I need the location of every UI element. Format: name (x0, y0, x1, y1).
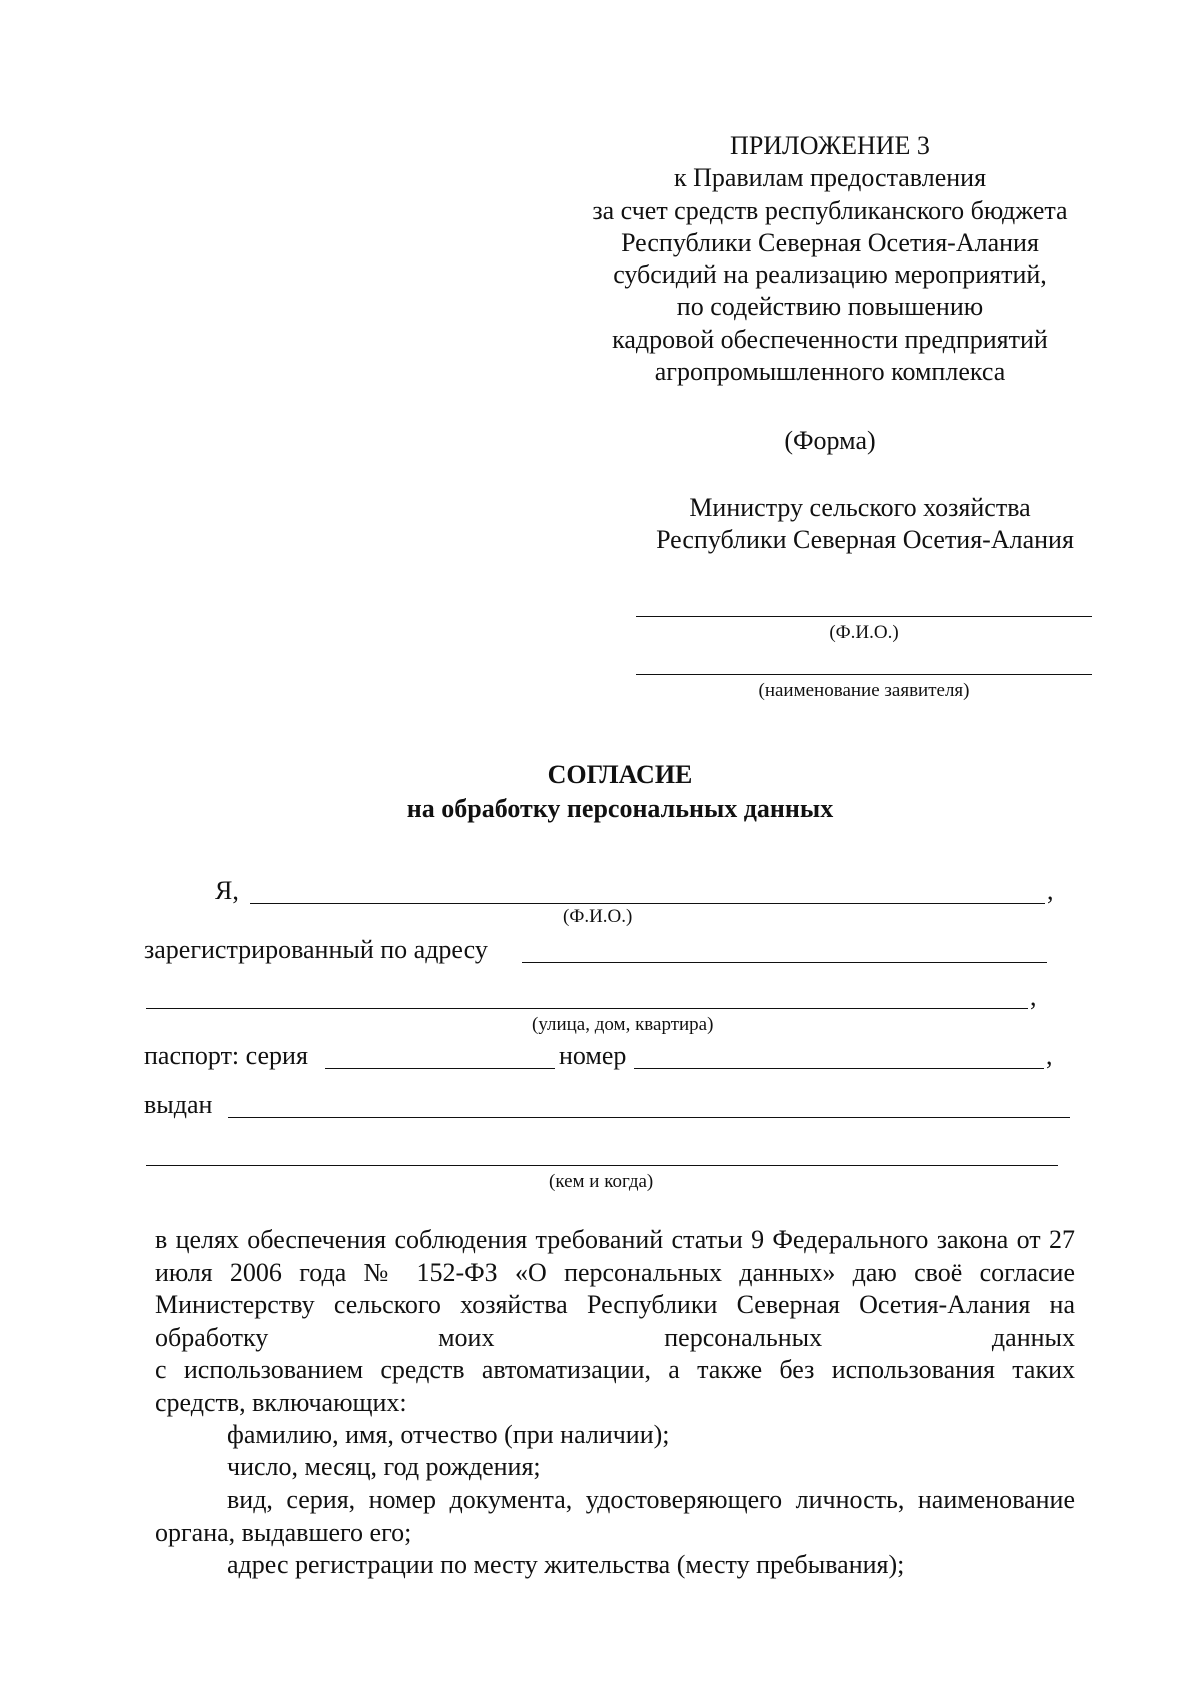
issued-field-line-2[interactable] (146, 1165, 1058, 1166)
appendix-line: к Правилам предоставления (673, 163, 987, 193)
list-item: фамилию, имя, отчество (при наличии); (227, 1420, 670, 1449)
document-subtitle: на обработку персональных данных (406, 794, 834, 823)
address-caption: (улица, дом, квартира) (532, 1014, 714, 1035)
list-item: адрес регистрации по месту жительства (месту пребывания); (227, 1550, 905, 1579)
addressee-line-2: Республики Северная Осетия-Алания (656, 525, 1074, 554)
passport-series-field[interactable] (325, 1068, 555, 1069)
comma: , (1046, 1041, 1053, 1070)
addressee-line-1: Министру сельского хозяйства (689, 493, 1031, 522)
appendix-line: Республики Северная Осетия-Алания (621, 227, 1039, 257)
registered-label: зарегистрированный по адресу (144, 935, 488, 964)
consent-paragraph-continued: с использованием средств автоматизации, а также без использования таких средств, включающих: (155, 1355, 1075, 1417)
applicant-name-line[interactable] (636, 674, 1092, 675)
passport-number-field[interactable] (634, 1068, 1044, 1069)
fio-caption: (Ф.И.О.) (563, 906, 633, 927)
comma: , (1047, 876, 1054, 905)
form-label: (Форма) (784, 426, 876, 455)
appendix-line: агропромышленного комплекса (654, 357, 1006, 387)
appendix-title: ПРИЛОЖЕНИЕ 3 (730, 131, 930, 160)
appendix-line: за счет средств республиканского бюджета (592, 195, 1068, 225)
fio-field-line[interactable] (250, 903, 1045, 904)
appendix-header (560, 130, 1100, 388)
applicant-name-caption: (наименование заявителя) (758, 680, 970, 701)
issued-label: выдан (144, 1090, 213, 1119)
applicant-fio-line[interactable] (636, 616, 1092, 617)
appendix-line: по содействию повышению (676, 292, 984, 322)
document-title: СОГЛАСИЕ (547, 760, 693, 789)
address-field-line-2[interactable] (146, 1008, 1028, 1009)
applicant-fio-caption: (Ф.И.О.) (829, 622, 899, 643)
list-item: вид, серия, номер документа, удостоверяющего личность, наименование органа, выдавшего его; (155, 1485, 1075, 1547)
comma: , (1030, 982, 1037, 1011)
issued-caption: (кем и когда) (549, 1171, 654, 1192)
passport-series-label: паспорт: серия (144, 1041, 308, 1070)
consent-paragraph: в целях обеспечения соблюдения требований статьи 9 Федерального закона от 27 июля 2006 года № 152-ФЗ «О персональных данных» даю своё согласие Министерству сельского хозяйства Республики Северная Осетия-Алания на обработку моих персональных данных (155, 1225, 1075, 1352)
list-item: число, месяц, год рождения; (227, 1452, 541, 1481)
passport-number-label: номер (559, 1041, 627, 1070)
address-field-line-1[interactable] (522, 962, 1047, 963)
appendix-line: субсидий на реализацию мероприятий, (613, 260, 1047, 290)
i-prefix: Я, (215, 876, 239, 905)
appendix-line: кадровой обеспеченности предприятий (612, 324, 1048, 354)
issued-field-line-1[interactable] (228, 1117, 1070, 1118)
